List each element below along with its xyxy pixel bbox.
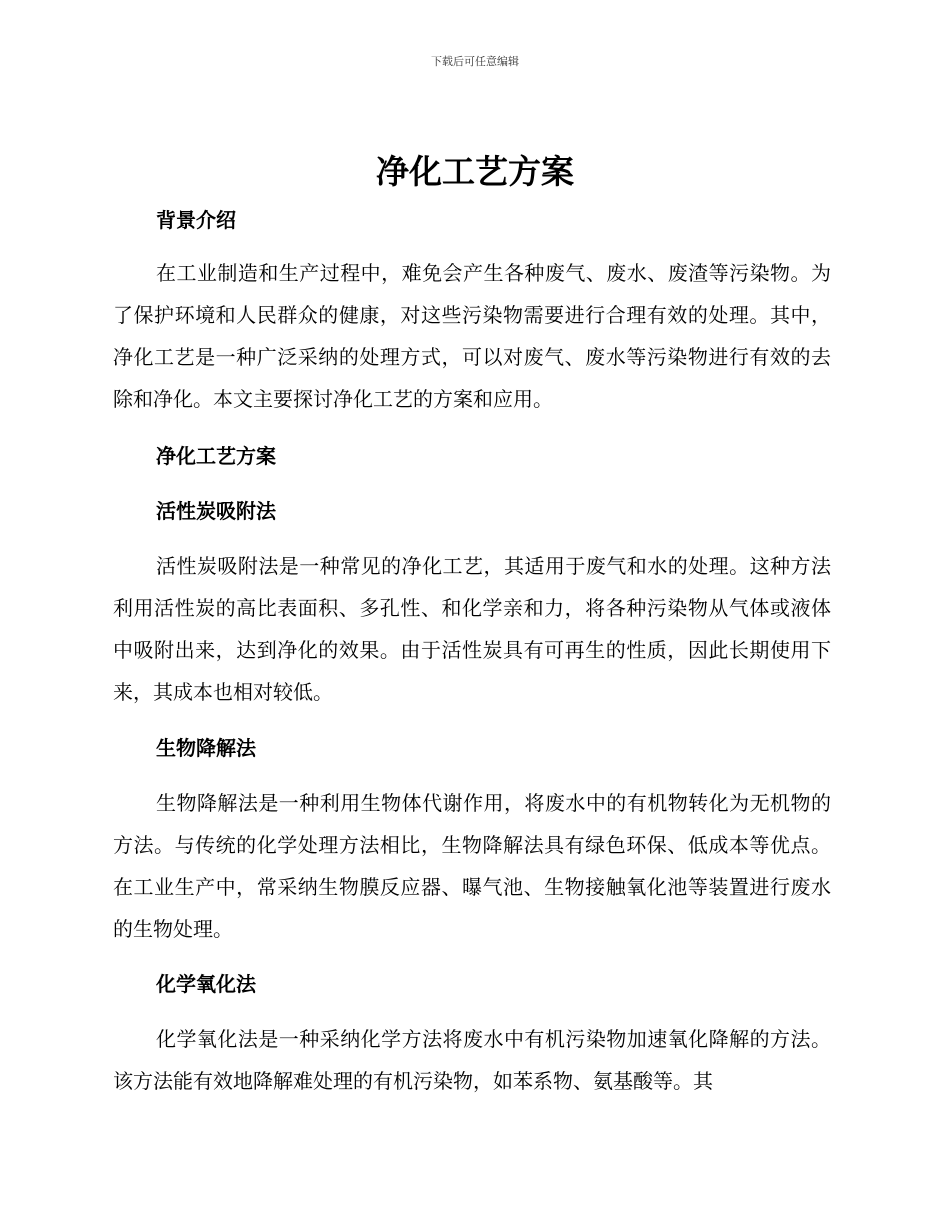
section-heading-background: 背景介绍 xyxy=(156,208,236,232)
document-title: 净化工艺方案 xyxy=(376,152,574,191)
paragraph-background: 在工业制造和生产过程中，难免会产生各种废气、废水、废渣等污染物。为了保护环境和人民群众的健康，对这些污染物需要进行合理有效的处理。其中，净化工艺是一种广泛采纳的处理方式，可以对废气、废水等污染物进行有效的去除和净化。本文主要探讨净化工艺的方案和应用。 xyxy=(113,261,831,411)
section-heading-chemical-oxidation: 化学氧化法 xyxy=(156,972,256,996)
paragraph-activated-carbon: 活性炭吸附法是一种常见的净化工艺，其适用于废气和水的处理。这种方法利用活性炭的高比表面积、多孔性、和化学亲和力，将各种污染物从气体或液体中吸附出来，达到净化的效果。由于活性炭具有可再生的性质，因此长期使用下来，其成本也相对较低。 xyxy=(113,554,831,704)
header-note: 下载后可任意编辑 xyxy=(431,55,519,68)
paragraph-chemical-oxidation: 化学氧化法是一种采纳化学方法将废水中有机污染物加速氧化降解的方法。该方法能有效地降解难处理的有机污染物，如苯系物、氨基酸等。其 xyxy=(113,1027,831,1093)
section-heading-biodegradation: 生物降解法 xyxy=(156,736,256,760)
paragraph-biodegradation: 生物降解法是一种利用生物体代谢作用，将废水中的有机物转化为无机物的方法。与传统的化学处理方法相比，生物降解法具有绿色环保、低成本等优点。在工业生产中，常采纳生物膜反应器、曝气池、生物接触氧化池等装置进行废水的生物处理。 xyxy=(113,791,831,941)
section-heading-activated-carbon: 活性炭吸附法 xyxy=(156,499,276,523)
section-heading-process-plan: 净化工艺方案 xyxy=(156,444,276,468)
